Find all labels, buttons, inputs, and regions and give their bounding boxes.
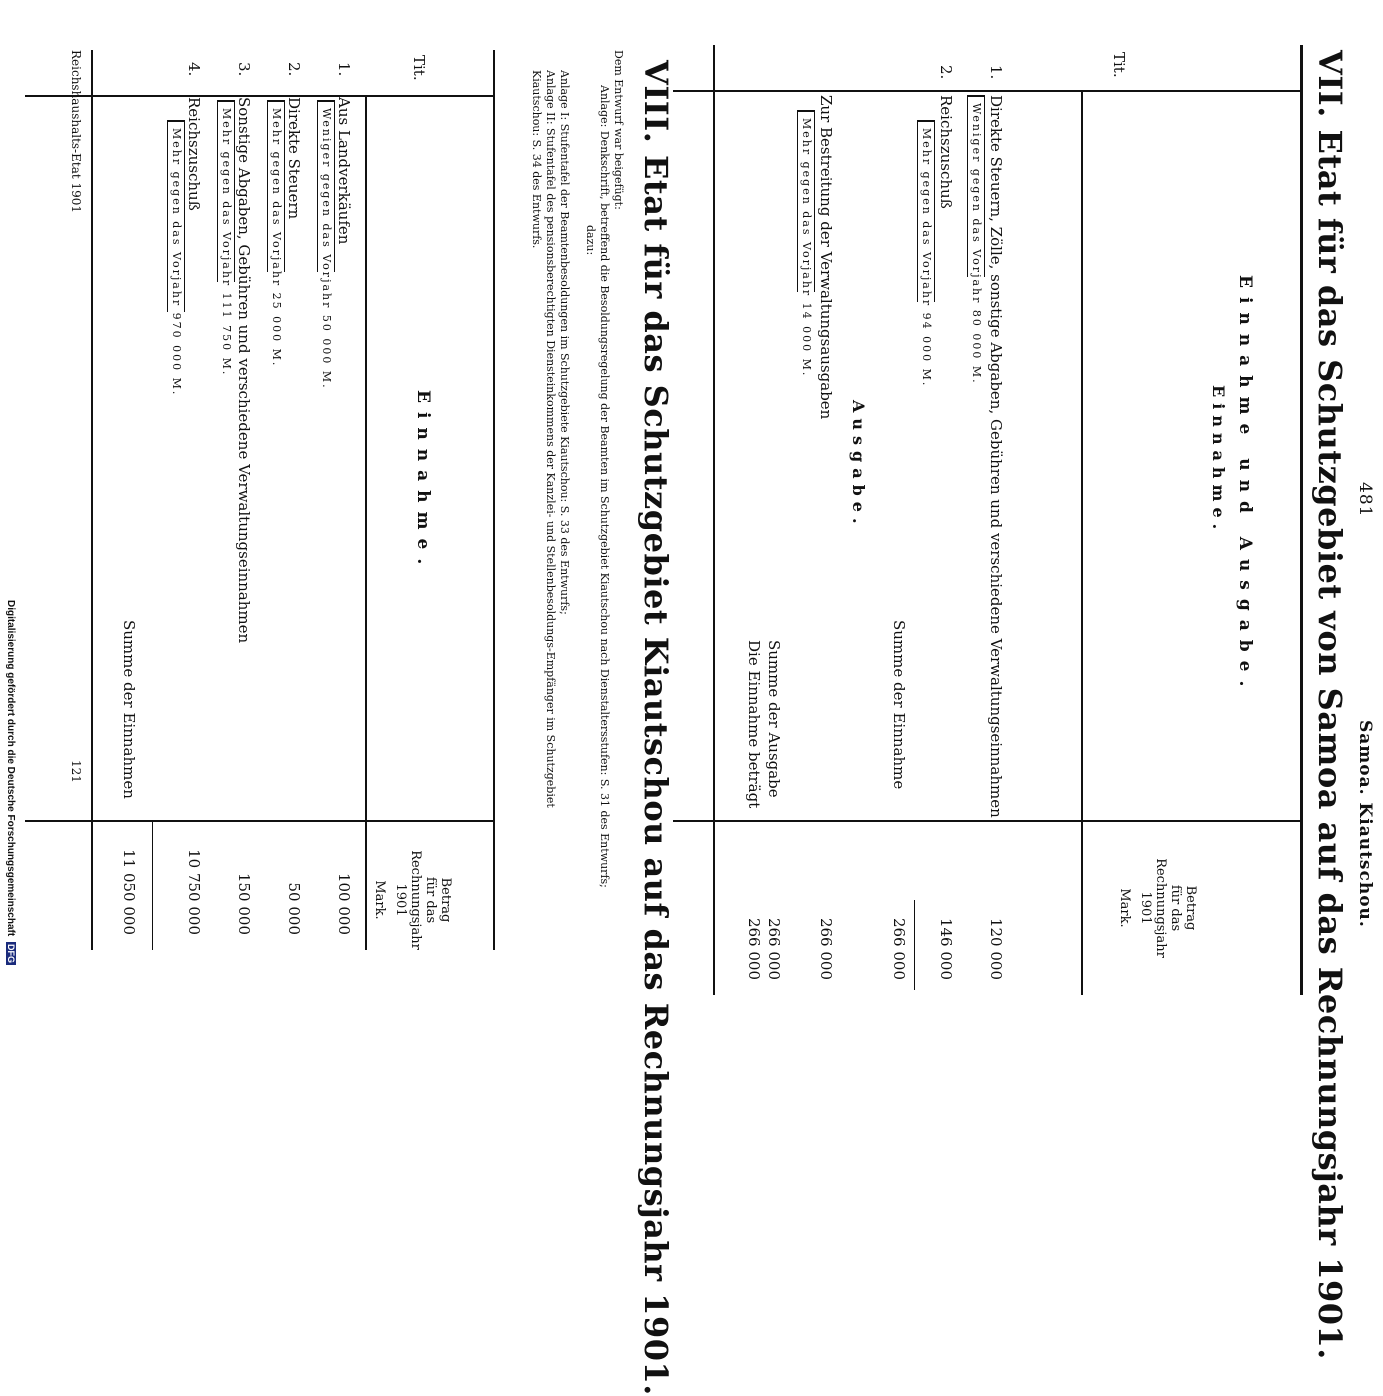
etat-vii-row-text: Direkte Steuern, Zölle, sonstige Abgaben, Gebühren und verschiedene Verwaltungseinnahmen (987, 95, 1005, 818)
etat-viii-row-note: Mehr gegen das Vorjahr 25 000 M. (270, 108, 283, 368)
etat-viii-row-text: Aus Landverkäufen (335, 97, 353, 245)
etat-vii-row-amount: 120 000 (987, 917, 1005, 980)
etat-viii-col-amount: Betrag für das Rechnungsjahr 1901 Mark. (372, 850, 453, 950)
etat-viii-anlage-1: Anlage I: Stufentafel der Beamtenbesoldungen im Schutzgebiete Kiautschou: S. 33 des Entwurfs; (558, 70, 571, 615)
etat-viii-row-note: Weniger gegen das Vorjahr 50 000 M. (320, 108, 333, 390)
etat-viii-row-text: Sonstige Abgaben, Gebühren und verschiedene Verwaltungseinnahmen (235, 97, 253, 644)
etat-viii-row-no: 1. (335, 62, 353, 77)
etat-vii-einnahme-betraegt-label: Die Einnahme beträgt (745, 640, 763, 809)
digitization-credit (0, 600, 22, 1000)
etat-viii-title: VIII. Etat für das Schutzgebiet Kiautschou auf das Rechnungsjahr 1901. (637, 60, 675, 1396)
etat-viii-row-amount: 10 750 000 (185, 849, 203, 935)
etat-vii-ausgabe-heading: Ausgabe. (849, 400, 868, 530)
etat-viii-col-tit: Tit. (410, 55, 428, 81)
etat-viii-row-amount: 100 000 (335, 872, 353, 935)
etat-viii-row-text: Reichszuschuß (185, 97, 203, 211)
etat-vii-ausgabe-amount: 266 000 (817, 917, 835, 980)
page-footer-right: 121 (69, 760, 83, 783)
etat-viii-row-note: Mehr gegen das Vorjahr 970 000 M. (170, 128, 183, 397)
etat-viii-sum: 11 050 000 (120, 849, 138, 935)
etat-vii-col-tit: Tit. (1110, 52, 1128, 78)
etat-vii-row-text: Reichszuschuß (937, 95, 955, 209)
etat-viii-row-no: 4. (185, 62, 203, 77)
etat-vii-sum-einnahme-label: Summe der Einnahme (890, 620, 908, 790)
running-header: Samoa. Kiautschou. (1355, 720, 1375, 928)
etat-viii-row-amount: 50 000 (285, 882, 303, 935)
etat-viii-row-amount: 150 000 (235, 872, 253, 935)
etat-vii-sum-ausgabe-label: Summe der Ausgabe (765, 640, 783, 798)
etat-vii-sum-einnahme: 266 000 (890, 917, 908, 980)
digitization-text: Digitalisierung gefördert durch die Deutsche Forschungsgemeinschaft (5, 600, 16, 937)
etat-vii-row-no: 1. (987, 65, 1005, 80)
etat-viii-row-no: 3. (235, 62, 253, 77)
etat-vii-ausgabe-text: Zur Bestreitung der Verwaltungsausgaben (817, 95, 835, 420)
etat-viii-anlage-2b: Kiautschou: S. 34 des Entwurfs. (530, 70, 543, 249)
etat-viii-intro: Dem Entwurf war beigefügt: (612, 50, 625, 210)
etat-viii-anlage-2: Anlage II: Stufentafel des pensionsberechtigten Diensteinkommens der Kanzlei- und Stellenbesoldungs-Empfänger im Schutzgebiet (544, 70, 557, 808)
page-footer-left: Reichshaushalts-Etat 1901 (69, 50, 83, 214)
etat-viii-dazu: dazu: (584, 225, 597, 256)
etat-viii-row-text: Direkte Steuern (285, 97, 303, 220)
etat-viii-row-no: 2. (285, 62, 303, 77)
etat-vii-einnahme-betraegt: 266 000 (745, 917, 763, 980)
etat-viii-sum-label: Summe der Einnahmen (120, 620, 138, 799)
etat-vii-col-amount: Betrag für das Rechnungsjahr 1901 Mark. (1117, 858, 1198, 958)
etat-vii-subheading: Einnahme und Ausgabe. (1235, 275, 1255, 696)
etat-vii-einnahme-heading: Einnahme. (1209, 385, 1228, 536)
etat-vii-row-note: Weniger gegen das Vorjahr 80 000 M. (970, 103, 983, 385)
etat-vii-row-no: 2. (937, 65, 955, 80)
etat-vii-ausgabe-note: Mehr gegen das Vorjahr 14 000 M. (800, 118, 813, 378)
etat-viii-einnahme-heading: Einnahme. (413, 390, 433, 574)
etat-vii-row-note: Mehr gegen das Vorjahr 94 000 M. (920, 128, 933, 388)
etat-vii-sum-ausgabe: 266 000 (765, 917, 783, 980)
etat-vii-row-amount: 146 000 (937, 917, 955, 980)
etat-viii-row-note: Mehr gegen das Vorjahr 111 750 M. (220, 108, 233, 377)
page-number: 481 (1355, 482, 1375, 518)
etat-vii-title: VII. Etat für das Schutzgebiet von Samoa auf das Rechnungsjahr 1901. (1311, 50, 1349, 1360)
etat-viii-anlage-main: Anlage: Denkschrift, betreffend die Besoldungsregelung der Beamten im Schutzgebiet Kiautschou nach Dienstaltersstufen: S. 31 des Entwurfs; (598, 85, 611, 888)
dfg-logo: DFG (6, 943, 16, 963)
